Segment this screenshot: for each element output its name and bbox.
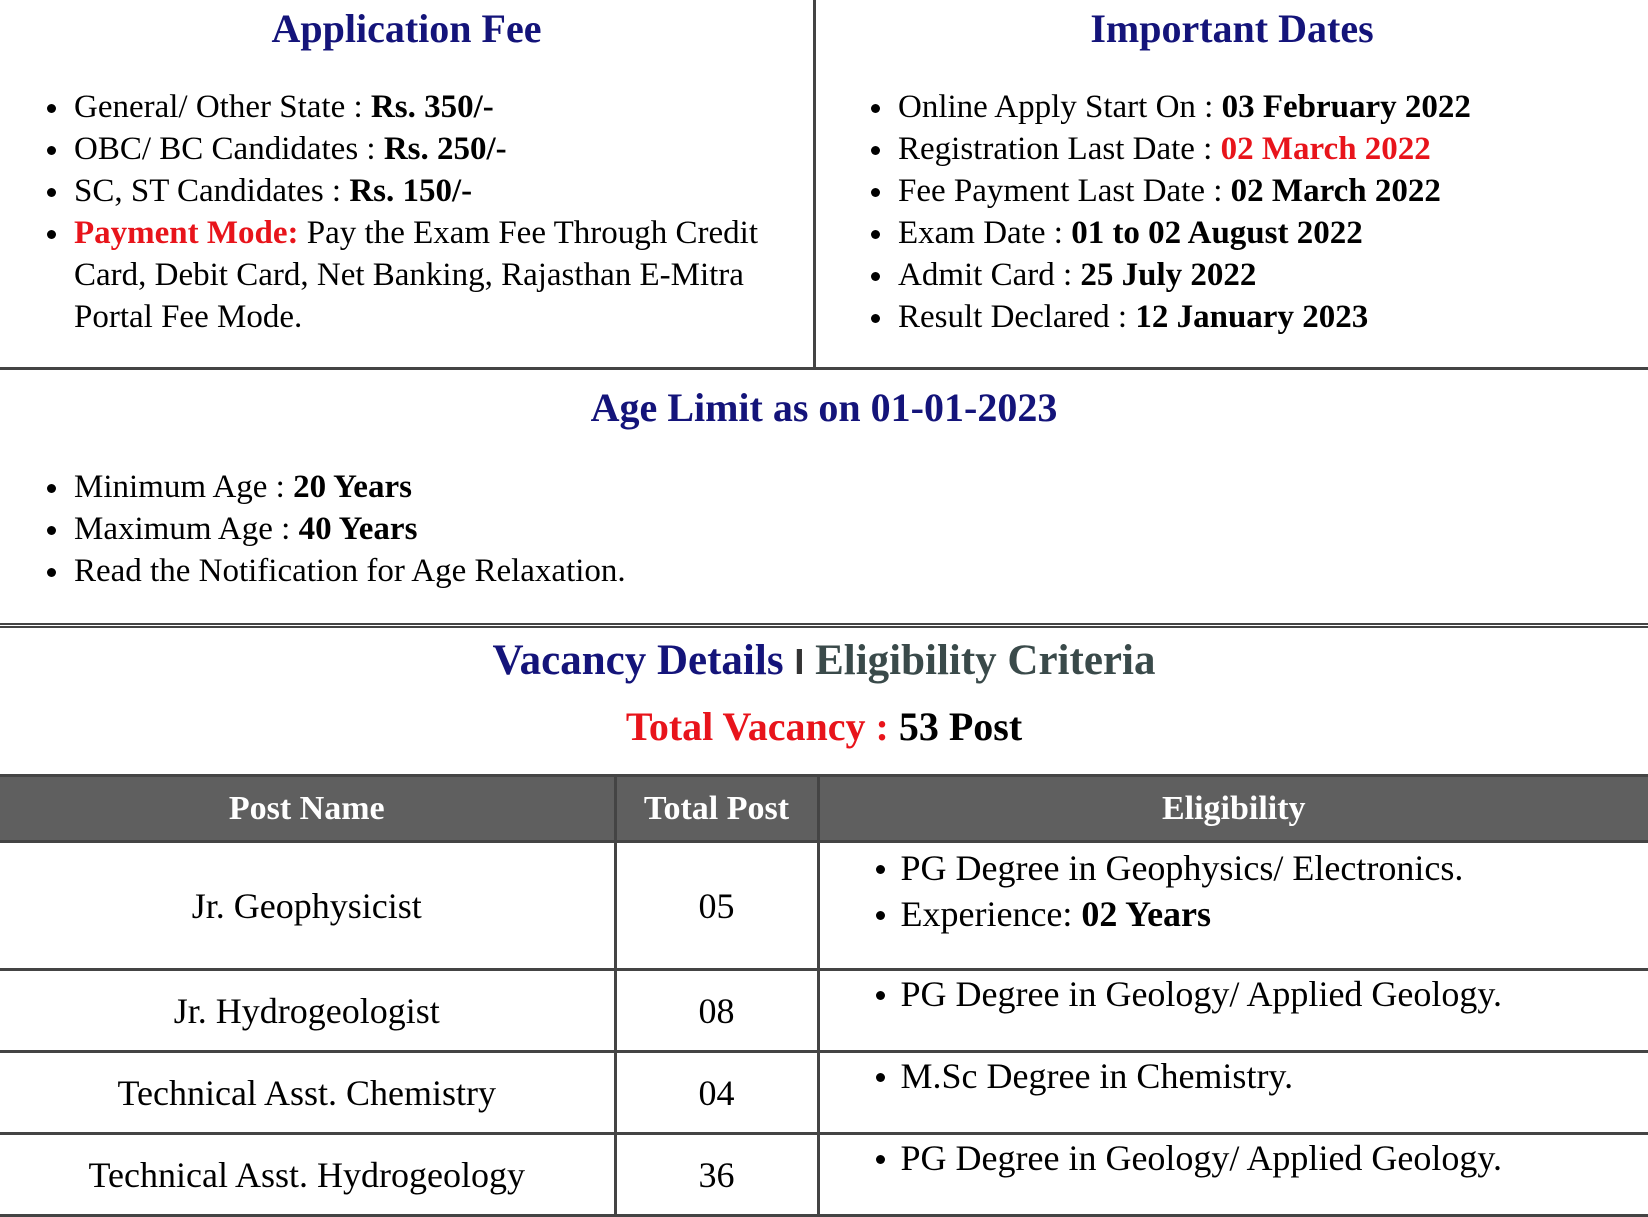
date-item-label: Exam Date : (898, 215, 1072, 251)
vacancy-title (0, 630, 1648, 685)
total-vacancy-value: 53 Post (898, 704, 1023, 750)
age-item-value: 20 Years (293, 469, 412, 505)
fee-item-value: Rs. 350/- (370, 89, 494, 125)
date-item-label: Admit Card : (898, 257, 1081, 293)
age-limit-title: Age Limit as on 01-01-2023 (590, 385, 1058, 430)
column-header-eligibility: Eligibility (818, 776, 1648, 842)
eligibility-list (821, 971, 1648, 1017)
application-fee-title: Application Fee (271, 6, 542, 51)
date-item (816, 128, 1646, 170)
eligibility-item: PG Degree in Geology/ Applied Geology. (821, 971, 1648, 1017)
age-item-value: 40 Years (298, 511, 418, 547)
age-item-label: Minimum Age : (74, 469, 294, 505)
fee-item (0, 128, 800, 170)
post-name-cell: Jr. Geophysicist (0, 842, 615, 970)
total-post-cell: 36 (615, 1134, 818, 1216)
eligibility-cell (818, 1052, 1648, 1134)
post-name-cell: Technical Asst. Hydrogeology (0, 1134, 615, 1216)
age-limit-section (0, 370, 1648, 628)
fee-item-value: Rs. 250/- (383, 131, 507, 167)
date-item-label: Fee Payment Last Date : (898, 173, 1231, 209)
vacancy-table (0, 774, 1648, 1217)
payment-mode-text: Pay the Exam Fee Through Credit Card, Debit Card, Net Banking, Rajasthan E-Mitra Portal Fee Mode. (74, 215, 759, 335)
eligibility-item: PG Degree in Geology/ Applied Geology. (821, 1135, 1648, 1181)
date-item (816, 170, 1646, 212)
important-dates-section (816, 0, 1648, 370)
date-item-label: Registration Last Date : (898, 131, 1221, 167)
important-dates-list (816, 86, 1646, 338)
age-item-label: Maximum Age : (74, 511, 299, 547)
experience-label: Experience: (900, 894, 1082, 934)
total-post-cell: 05 (615, 842, 818, 970)
date-item (816, 296, 1646, 338)
date-item (816, 86, 1646, 128)
application-fee-section (0, 0, 816, 370)
fee-item (0, 170, 800, 212)
table-row (0, 1052, 1648, 1134)
table-header-row (0, 776, 1648, 842)
eligibility-list (821, 1135, 1648, 1181)
age-limit-list (0, 466, 1200, 592)
date-item-value: 01 to 02 August 2022 (1071, 215, 1363, 251)
age-relaxation-note: Read the Notification for Age Relaxation. (0, 550, 1200, 592)
fee-item-value: Rs. 150/- (349, 173, 473, 209)
experience-item (821, 891, 1648, 937)
age-item (0, 508, 1200, 550)
eligibility-criteria-heading: Eligibility Criteria (815, 637, 1156, 684)
table-row (0, 842, 1648, 970)
date-item (816, 212, 1646, 254)
total-vacancy-label: Total Vacancy : (625, 704, 899, 750)
fee-item (0, 86, 800, 128)
eligibility-cell (818, 1134, 1648, 1216)
column-header-total-post: Total Post (615, 776, 818, 842)
date-item-value: 03 February 2022 (1221, 89, 1471, 125)
eligibility-cell (818, 842, 1648, 970)
fee-and-dates-row (0, 0, 1648, 370)
eligibility-item: PG Degree in Geophysics/ Electronics. (821, 845, 1648, 891)
date-item (816, 254, 1646, 296)
payment-mode-item (0, 212, 800, 338)
table-row (0, 1134, 1648, 1216)
date-item-value: 25 July 2022 (1080, 257, 1257, 293)
fee-item-label: SC, ST Candidates : (74, 173, 350, 209)
experience-value: 02 Years (1081, 894, 1212, 934)
post-name-cell: Jr. Hydrogeologist (0, 970, 615, 1052)
column-header-post-name: Post Name (0, 776, 615, 842)
date-item-label: Result Declared : (898, 299, 1136, 335)
title-separator: I (794, 641, 805, 682)
application-fee-list (0, 86, 800, 338)
total-post-cell: 08 (615, 970, 818, 1052)
age-item (0, 466, 1200, 508)
eligibility-list (821, 845, 1648, 937)
date-item-label: Online Apply Start On : (898, 89, 1222, 125)
fee-item-label: OBC/ BC Candidates : (74, 131, 384, 167)
eligibility-item: M.Sc Degree in Chemistry. (821, 1053, 1648, 1099)
post-name-cell: Technical Asst. Chemistry (0, 1052, 615, 1134)
eligibility-cell (818, 970, 1648, 1052)
vacancy-details-heading: Vacancy Details (492, 637, 784, 684)
vacancy-header (0, 630, 1648, 750)
payment-mode-label: Payment Mode: (74, 215, 299, 251)
date-item-value: 12 January 2023 (1135, 299, 1369, 335)
table-row (0, 970, 1648, 1052)
date-item-value: 02 March 2022 (1230, 173, 1441, 209)
fee-item-label: General/ Other State : (74, 89, 371, 125)
eligibility-list (821, 1053, 1648, 1099)
date-item-value: 02 March 2022 (1220, 131, 1431, 167)
total-vacancy (0, 685, 1648, 750)
total-post-cell: 04 (615, 1052, 818, 1134)
important-dates-title: Important Dates (1090, 6, 1374, 51)
